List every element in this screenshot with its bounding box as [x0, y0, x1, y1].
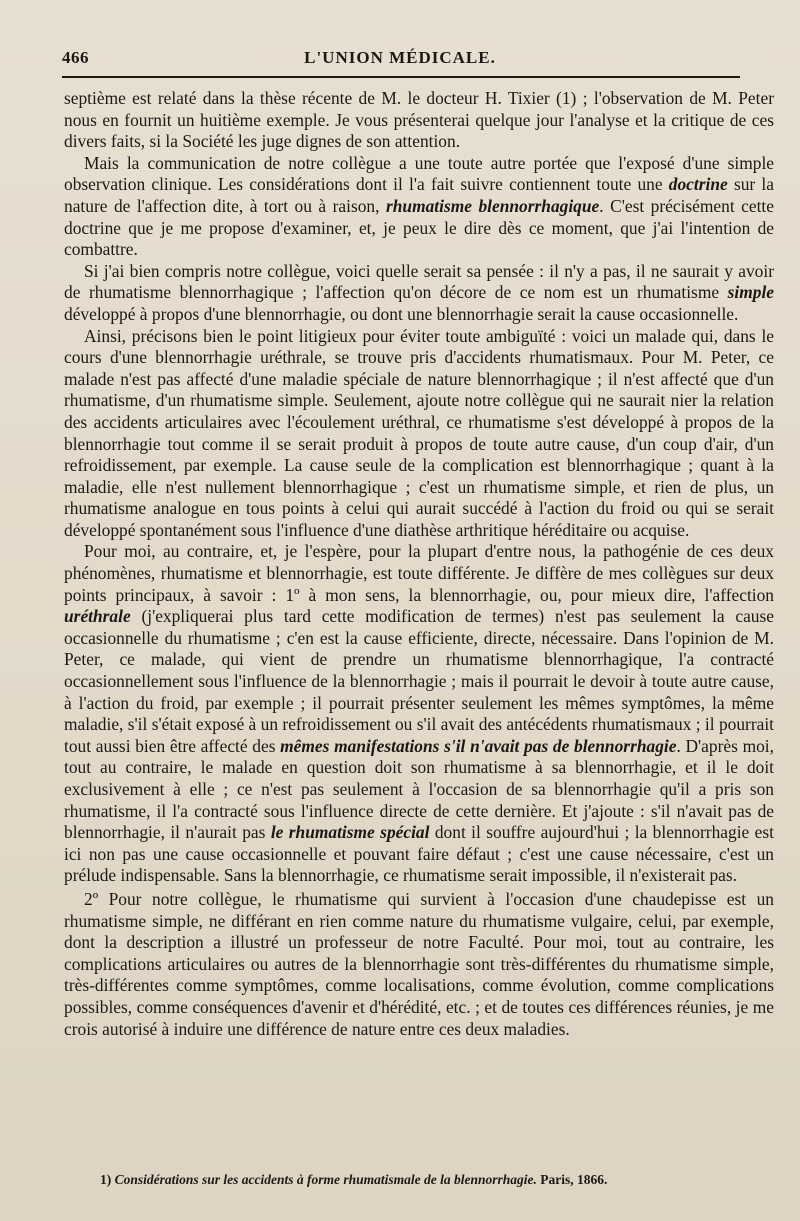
paragraph-text: (j'expliquerai plus tard cette modification de termes) n'est pas seulement la cause occasionnelle du rhumatisme ; c'en est la cause efficiente, directe, nécessaire. Dans l'opinion de M. Peter, ce malade, qui vient de prendre un rhumatisme blennorrhagique, l'a contracté occasionnellement sous l'influence de la blennorrhagie ; mais il pourrait le devoir à toute autre cause, à l'action du froid, par exemple ; il pourrait présenter seulement les mêmes symptômes, la même maladie, s'il s'était exposé à un refroidissement ou s'il avait des antécédents rhumatismaux ; il pourrait tout aussi bien être affecté des [64, 606, 774, 756]
paragraph-text: Mais la communication de notre collègue a une toute autre portée que l'exposé d'une simple observation clinique. Les considérations dont il l'a fait suivre contiennent toute une [64, 152, 774, 195]
paragraph-text: dont il souffre aujourd'hui ; la blennorrhagie est ici non pas une cause occasionnelle et pouvant faire défaut ; c'est une cause nécessaire, c'est un prélude indispensable. Sans la blennorrhagie, ce rhumatisme serait impossible, il n'existerait pas. [64, 822, 774, 886]
footnote-marker: 1) [100, 1172, 112, 1187]
paragraph [64, 153, 774, 261]
paragraph-text: . D'après moi, tout au contraire, le malade en question doit son rhumatisme à sa blennorrhagie, et il le doit exclusivement à elle ; ce n'est pas seulement à l'occasion de sa blennorrhagie qu'il a pris son rhumatisme, il l'a contracté sous l'influence directe de cette dernière. Et j'ajoute : s'il n'avait pas de blennorrhagie, il n'aurait pas [64, 735, 774, 843]
paragraph [64, 541, 774, 887]
emphasized-text: rhumatisme blennorrhagique [385, 195, 600, 216]
journal-title: L'UNION MÉDICALE. [304, 48, 496, 67]
footnote-text: Considérations sur les accidents à forme rhumatismale de la blennorrhagie. [114, 1172, 537, 1187]
emphasized-text: simple [727, 282, 774, 303]
emphasized-text: doctrine [668, 174, 728, 195]
paragraph-text: Ainsi, précisons bien le point litigieux pour éviter toute ambiguïté : voici un malade qui, dans le cours d'une blennorrhagie uréthrale, se trouve pris d'accidents rhumatismaux. Pour M. Peter, ce malade n'est pas affecté d'une maladie spéciale de nature blennorrhagique ; il n'est affecté que d'un rhumatisme, d'un rhumatisme simple. Seulement, ajoute notre collègue qui ne saurait nier la relation des accidents articulaires avec l'écoulement uréthral, ce rhumatisme s'est développé à propos de la blennorrhagie tout comme il se serait produit à propos de toute autre cause, d'un coup d'air, d'un refroidissement, par exemple. La cause seule de la complication est blennorrhagique ; quant à la maladie, elle n'est nullement blennorrhagique ; c'est un rhumatisme simple, et rien de plus, un rhumatisme analogue en tous points à celui qui aurait succédé à l'action du froid ou qui se serait développé spontanément sous l'influence d'une diathèse arthritique héréditaire ou acquise. [64, 325, 774, 540]
paragraph [64, 326, 774, 542]
paragraph-text: 2º Pour notre collègue, le rhumatisme qui survient à l'occasion d'une chaudepisse est un rhumatisme simple, ne différant en rien comme nature du rhumatisme vulgaire, celui, par exemple, dont la description a illustré un professeur de notre Faculté. Pour moi, tout au contraire, les complications articulaires ou autres de la blennorrhagie sont très-différentes du rhumatisme simple, très-différentes comme symptômes, comme localisations, comme évolution, comme complications possibles, comme conséquences d'avenir et d'hérédité, etc. ; et de toutes ces différences réunies, je me crois autorisé à induire une différence de nature entre ces deux maladies. [64, 888, 774, 1039]
paragraph [64, 889, 774, 1040]
header-rule [62, 76, 740, 78]
paragraph-text: septième est relaté dans la thèse récente de M. le docteur H. Tixier (1) ; l'observation de M. Peter nous en fournit un huitième exemple. Je vous présenterai quelque jour l'analyse et la critique de ces divers faits, si la Société les juge dignes de son attention. [64, 88, 774, 152]
article-body [64, 88, 774, 1040]
paragraph-text: sur la nature de l'affection dite, à tort ou à raison, [64, 174, 774, 216]
paragraph-text: . C'est précisément cette doctrine que je me propose d'examiner, et, je peux le dire dès ce moment, que j'ai l'intention de combattre. [64, 195, 774, 260]
emphasized-text: uréthrale [64, 606, 131, 627]
page-number: 466 [62, 48, 89, 67]
footnote [100, 1172, 770, 1188]
paragraph-text: Si j'ai bien compris notre collègue, voici quelle serait sa pensée : il n'y a pas, il ne saurait y avoir de rhumatisme blennorrhagique ; l'affection qu'on décore de ce nom est un rhumatisme [64, 260, 774, 303]
paragraph [64, 261, 774, 326]
paragraph-text: développé à propos d'une blennorrhagie, ou dont une blennorrhagie serait la cause occasionnelle. [64, 303, 739, 324]
footnote-place-date: Paris, 1866. [540, 1172, 608, 1187]
emphasized-text: le rhumatisme spécial [270, 822, 430, 843]
running-head [62, 46, 738, 72]
paragraph [64, 88, 774, 153]
paragraph-text: Pour moi, au contraire, et, je l'espère, pour la plupart d'entre nous, la pathogénie de ces deux phénomènes, rhumatisme et blennorrhagie, est toute différente. Je diffère de mes collègues sur deux points principaux, à savoir : 1º à mon sens, la blennorrhagie, ou, pour mieux dire, l'affection [64, 541, 774, 605]
emphasized-text: mêmes manifestations s'il n'avait pas de blennorrhagie [280, 735, 677, 756]
